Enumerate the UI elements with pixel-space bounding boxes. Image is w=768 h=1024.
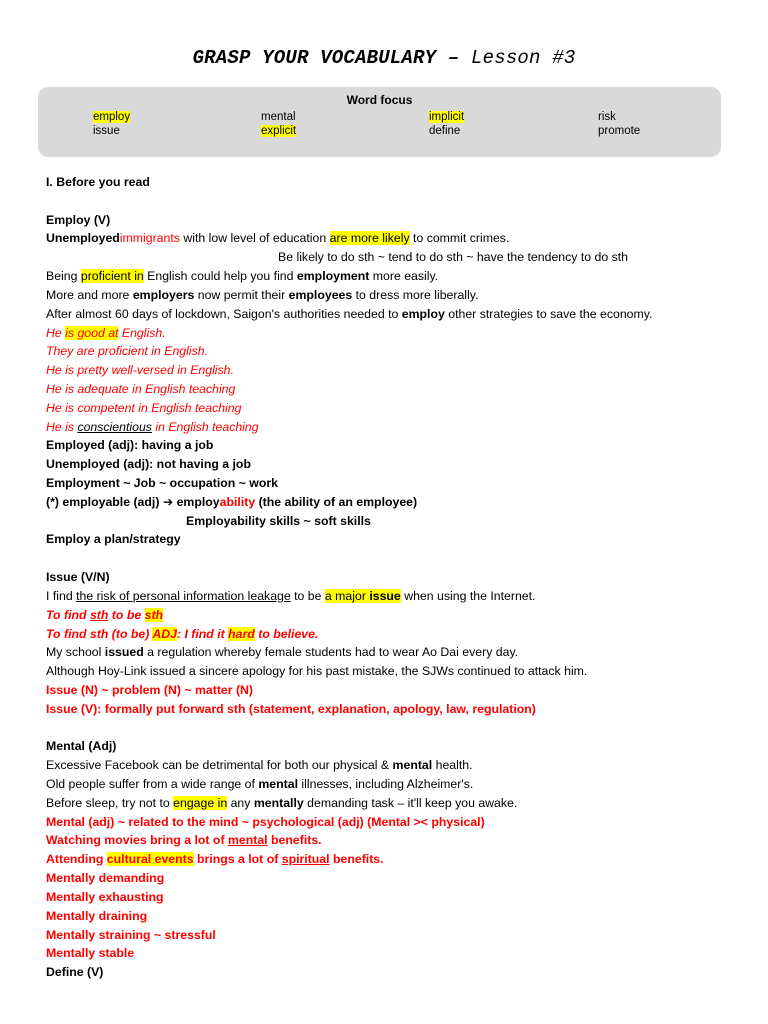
mental-line-8: Mentally exhausting — [46, 889, 164, 904]
mental-line-9: Mentally draining — [46, 908, 148, 923]
issue-line-1: I find the risk of personal information leakage to be a major issue when using the Internet. — [46, 588, 536, 603]
employ-line-17: Employ a plan/strategy — [46, 532, 181, 547]
word-focus-item: promote — [598, 125, 641, 137]
mental-line-3: Before sleep, try not to engage in any mentally demanding task – it'll keep you awake. — [46, 795, 518, 810]
employ-line-6: He is good at English. — [46, 325, 166, 340]
issue-line-5: Although Hoy-Link issued a sincere apology for his past mistake, the SJWs continued to attack him. — [46, 664, 588, 679]
issue-line-3: To find sth (to be) ADJ: I find it hard to believe. — [46, 626, 319, 641]
mental-line-11: Mentally stable — [46, 946, 135, 961]
employ-line-9: He is adequate in English teaching — [46, 381, 236, 396]
issue-heading: Issue (V/N) — [46, 570, 110, 585]
employ-line-12: Employed (adj): having a job — [46, 438, 214, 453]
word-focus-item: explicit — [261, 125, 297, 137]
mental-line-5: Watching movies bring a lot of mental benefits. — [46, 833, 322, 848]
employ-line-11: He is conscientious in English teaching — [46, 419, 259, 434]
title-main: GRASP YOUR VOCABULARY – — [192, 47, 472, 69]
employ-line-8: He is pretty well-versed in English. — [46, 363, 234, 378]
employ-line-1: Unemployedimmigrants with low level of education are more likely to commit crimes. — [46, 231, 510, 246]
word-focus-item: implicit — [429, 111, 465, 123]
word-focus-grid — [93, 111, 713, 137]
word-focus-item: risk — [598, 111, 616, 123]
mental-line-7: Mentally demanding — [46, 871, 165, 886]
employ-heading: Employ (V) — [46, 212, 111, 227]
issue-line-7: Issue (V): formally put forward sth (statement, explanation, apology, law, regulation) — [46, 701, 536, 716]
employ-line-13: Unemployed (adj): not having a job — [46, 457, 251, 472]
employ-line-7: They are proficient in English. — [46, 344, 208, 359]
word-focus-box — [38, 87, 721, 157]
mental-line-1: Excessive Facebook can be detrimental for both our physical & mental health. — [46, 758, 473, 773]
word-focus-item: issue — [93, 125, 120, 137]
employ-line-10: He is competent in English teaching — [46, 400, 242, 415]
define-heading: Define (V) — [46, 965, 104, 980]
mental-line-2: Old people suffer from a wide range of mental illnesses, including Alzheimer's. — [46, 777, 474, 791]
word-focus-heading: Word focus — [346, 93, 413, 107]
mental-heading: Mental (Adj) — [46, 739, 117, 754]
employ-line-2: Be likely to do sth ~ tend to do sth ~ have the tendency to do sth — [278, 250, 629, 265]
employ-line-15: (*) employable (adj) ➔ employability (the ability of an employee) — [46, 494, 418, 509]
employ-line-4: More and more employers now permit their employees to dress more liberally. — [46, 287, 479, 302]
employ-line-16: Employability skills ~ soft skills — [186, 513, 371, 528]
issue-line-2: To find sth to be sth — [46, 607, 164, 622]
page-title — [0, 47, 768, 69]
employ-line-3: Being proficient in English could help you find employment more easily. — [46, 269, 439, 284]
section-heading: I. Before you read — [46, 175, 150, 189]
issue-line-4: My school issued a regulation whereby female students had to wear Ao Dai every day. — [46, 645, 519, 660]
mental-line-6: Attending cultural events brings a lot of spiritual benefits. — [46, 852, 384, 867]
issue-line-6: Issue (N) ~ problem (N) ~ matter (N) — [46, 682, 254, 697]
arrow-right-icon: ➔ — [162, 494, 174, 509]
word-focus-item: define — [429, 125, 461, 137]
mental-line-10: Mentally straining ~ stressful — [46, 927, 216, 942]
document-body — [46, 173, 736, 982]
title-lesson: Lesson #3 — [471, 47, 576, 69]
word-focus-item: employ — [93, 111, 131, 123]
word-focus-item: mental — [261, 111, 296, 123]
mental-line-4: Mental (adj) ~ related to the mind ~ psychological (adj) (Mental >< physical) — [46, 814, 485, 829]
employ-line-5: After almost 60 days of lockdown, Saigon's authorities needed to employ other strategies to save the economy. — [46, 306, 653, 321]
employ-line-14: Employment ~ Job ~ occupation ~ work — [46, 476, 278, 490]
